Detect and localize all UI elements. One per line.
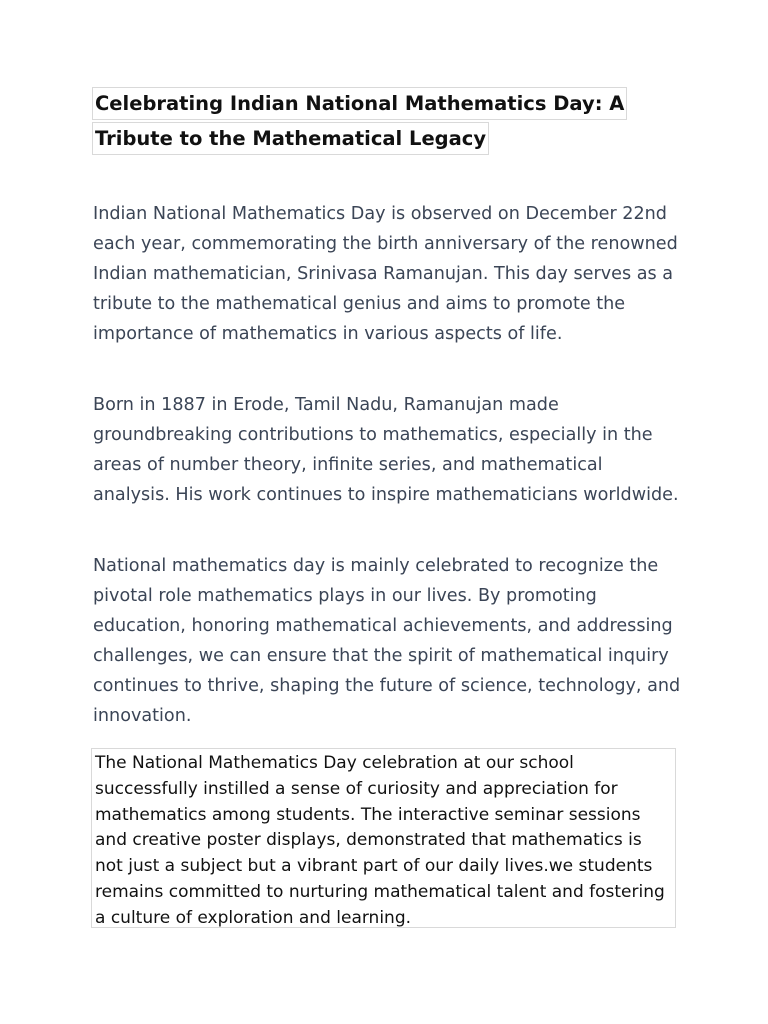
title-line-1: Celebrating Indian National Mathematics Day: A <box>92 87 627 120</box>
conclusion-box <box>91 748 676 928</box>
paragraph-celebration-purpose: National mathematics day is mainly celebrated to recognize the pivotal role mathematics plays in our lives. By promoting education, honoring mathematical achievements, and addressing challenges, we can ensure that the spirit of mathematical inquiry continues to thrive, shaping the future of science, technology, and innovation. <box>93 556 681 726</box>
conclusion-text: The National Mathematics Day celebration at our school successfully instilled a sense of curiosity and appreciation for mathematics among students. The interactive seminar sessions and creative poster displays, demonstrated that mathematics is not just a subject but a vibrant part of our daily lives.we students remains committed to nurturing mathematical talent and fostering a culture of exploration and learning. <box>95 753 665 928</box>
title-line-2: Tribute to the Mathematical Legacy <box>92 122 489 155</box>
page-title <box>92 87 652 157</box>
paragraph-ramanujan-biography: Born in 1887 in Erode, Tamil Nadu, Ramanujan made groundbreaking contributions to mathematics, especially in the areas of number theory, infinite series, and mathematical analysis. His work continues to inspire mathematicians worldwide. <box>93 395 679 505</box>
paragraph-intro: Indian National Mathematics Day is observed on December 22nd each year, commemorating the birth anniversary of the renowned Indian mathematician, Srinivasa Ramanujan. This day serves as a tribute to the mathematical genius and aims to promote the importance of mathematics in various aspects of life. <box>93 204 678 344</box>
